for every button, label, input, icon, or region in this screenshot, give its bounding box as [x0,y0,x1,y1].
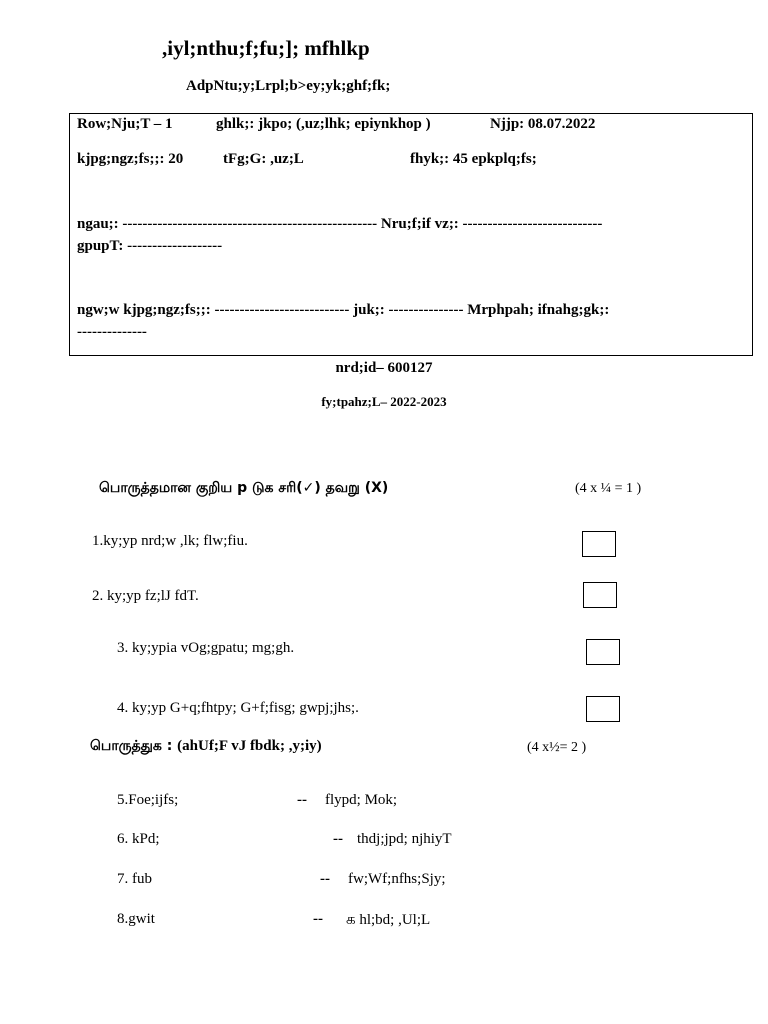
match-dash-6: -- [333,831,343,847]
match-right-7: fw;Wf;nfhs;Sjy; [348,871,446,887]
match-dash-8: -- [313,911,323,927]
name-field: ngau;: --------------------------------------------------- Nru;f;if vz;: ---------------------------- [77,216,603,232]
answer-box-1[interactable] [582,531,616,557]
section2-heading-latin: (ahUf;F vJ fbdk; ,y;iy) [177,738,322,754]
answer-box-2[interactable] [583,582,617,608]
match-left-6: 6. kPd; [117,831,160,847]
match-left-7: 7. fub [117,871,152,887]
question-1: 1.ky;yp nrd;w ,lk; flw;fiu. [92,533,248,549]
section2-marks: (4 x½= 2 ) [527,740,587,755]
question-3: 3. ky;ypia vOg;gpatu; mg;gh. [117,640,295,656]
document-subtitle: AdpNtu;y;Lrpl;b>ey;yk;ghf;fk; [186,78,391,94]
info-box [69,113,753,356]
grade-label: tFg;G: ,uz;L [223,151,304,167]
section2-heading-text: பொருத்துக : [90,738,173,754]
match-right-8: க hl;bd; ,Ul;L [346,912,431,928]
time-label: fhyk;: 45 epkplq;fs; [410,151,537,167]
section1-heading-text: பொருத்தமான குறிய p டுக சரி(✓) தவறு [99,480,360,496]
answer-box-3[interactable] [586,639,620,665]
answer-box-4[interactable] [586,696,620,722]
match-dash-5: -- [297,792,307,808]
date-label: Njjp: 08.07.2022 [490,116,596,132]
section2-heading [90,738,322,756]
match-left-5: 5.Foe;ijfs; [117,792,179,808]
questions-count: kjpg;ngz;fs;;: 20 [77,151,184,167]
match-right-6: thdj;jpd; njhiyT [357,831,452,847]
marks-obtained-field: ngw;w kjpg;ngz;fs;;: --------------------------- juk;: --------------- Mrphpah; ifnahg;gk;: [77,302,610,318]
section1-marks: (4 x ¼ = 1 ) [575,481,642,496]
subject-label: ghlk;: jkpo; (,uz;lhk; epiynkhop ) [216,116,431,132]
signature-field-continued: -------------- [77,324,147,340]
document-title: ,iyl;nthu;f;fu;]; mfhlkp [162,36,370,60]
index-number: nrd;id– 600127 [335,360,433,376]
academic-year: fy;tpahz;L– 2022-2023 [321,394,447,409]
question-2: 2. ky;yp fz;lJ fdT. [92,588,199,604]
section1-heading [99,480,388,498]
section1-heading-x: (X) [364,480,389,496]
match-dash-7: -- [320,871,330,887]
match-left-8: 8.gwit [117,911,155,927]
match-right-5: flypd; Mok; [325,792,398,808]
question-4: 4. ky;yp G+q;fhtpy; G+f;fisg; gwpj;jhs;. [117,700,359,716]
division-field: gpupT: ------------------- [77,238,223,254]
class-label: Row;Nju;T – 1 [77,116,173,132]
